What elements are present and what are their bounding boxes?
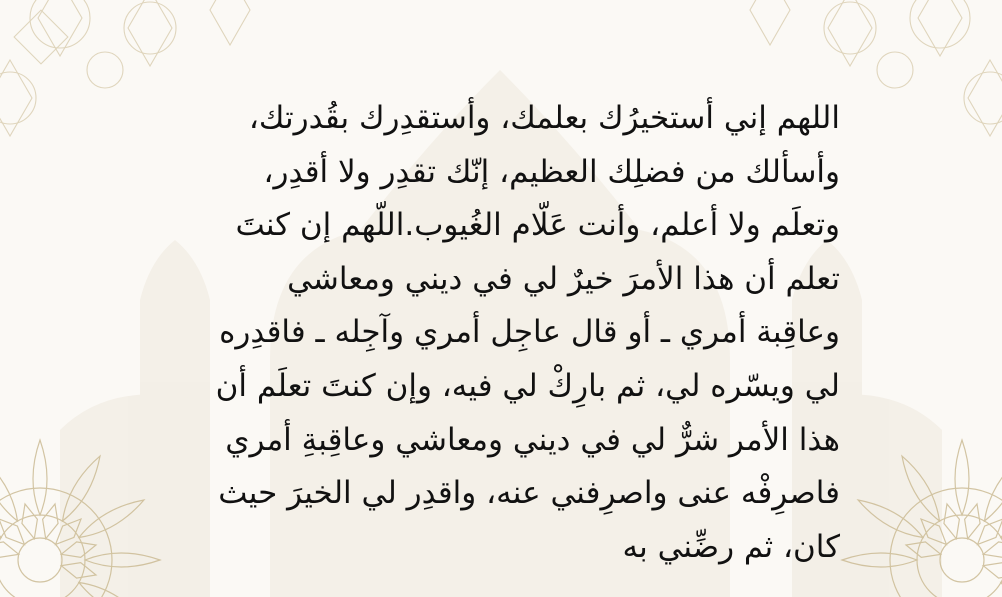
dua-text <box>100 92 840 574</box>
dua-line-2: وأسألك من فضلِك العظيم، إنّك تقدِر ولا أقدِر، <box>263 153 840 190</box>
dua-line-3: وتعلَم ولا أعلم، وأنت عَلّام الغُيوب.اللّهم إن كنتَ <box>235 207 840 244</box>
dua-line-8: فاصرِفْه عنى واصرِفني عنه، واقدِر لي الخيرَ حيث <box>218 475 840 512</box>
dua-line-9: كان، ثم رضِّني به <box>622 528 840 565</box>
dua-line-7: هذا الأمر شرٌّ لي في ديني ومعاشي وعاقِبةِ أمري <box>225 421 840 458</box>
dua-line-4: تعلم أن هذا الأمرَ خيرٌ لي في ديني ومعاشي <box>287 260 840 297</box>
dua-line-6: لي ويسّره لي، ثم بارِكْ لي فيه، وإن كنتَ تعلَم أن <box>215 367 840 404</box>
dua-line-1: اللهم إني أستخيرُك بعلمك، وأستقدِرك بقُدرتك، <box>248 100 840 136</box>
dua-line-5: وعاقِبة أمري ـ أو قال عاجِل أمري وآجِله ـ فاقدِره <box>219 314 840 351</box>
